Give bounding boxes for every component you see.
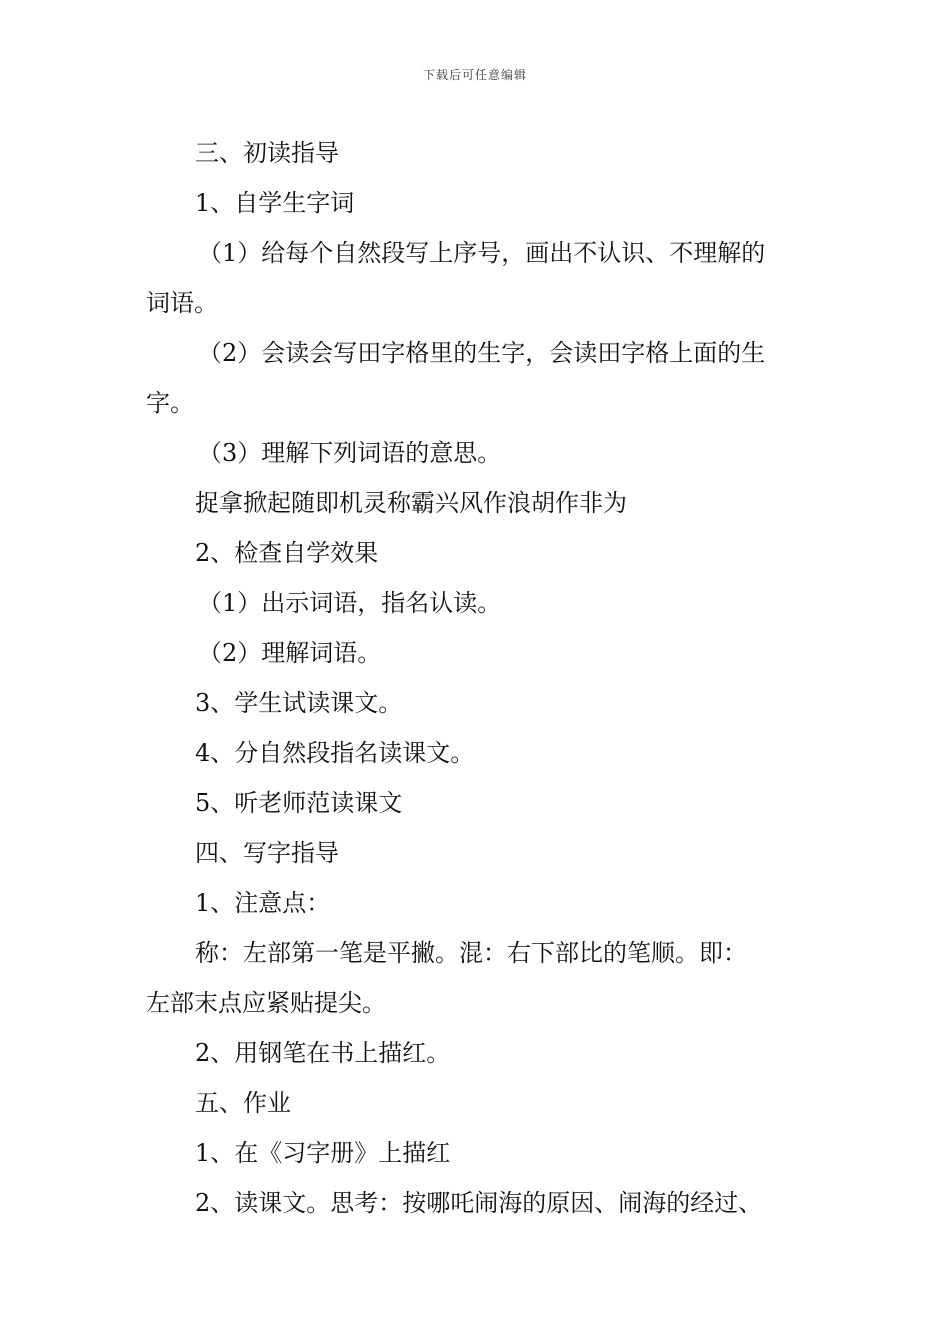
paragraph: 2、读课文。思考：按哪吒闹海的原因、闹海的经过、 — [195, 1189, 763, 1217]
section-heading-3: 三、初读指导 — [195, 139, 339, 167]
paragraph: 称：左部第一笔是平撇。混：右下部比的笔顺。即： — [195, 939, 747, 967]
paragraph: （2）理解词语。 — [198, 639, 382, 667]
paragraph: 2、检查自学效果 — [195, 539, 379, 567]
page-header: 下载后可任意编辑 — [422, 68, 527, 82]
section-heading-5: 五、作业 — [195, 1089, 291, 1117]
paragraph-continuation: 左部末点应紧贴提尖。 — [146, 989, 386, 1017]
paragraph-continuation: 词语。 — [146, 289, 218, 317]
paragraph: 4、分自然段指名读课文。 — [195, 739, 475, 767]
paragraph: 3、学生试读课文。 — [195, 689, 403, 717]
paragraph: 1、在《习字册》上描红 — [195, 1139, 451, 1167]
document-body — [146, 128, 810, 1228]
section-heading-4: 四、写字指导 — [195, 839, 339, 867]
paragraph: （3）理解下列词语的意思。 — [198, 439, 502, 467]
paragraph: 1、自学生字词 — [195, 189, 355, 217]
paragraph: 2、用钢笔在书上描红。 — [195, 1039, 451, 1067]
paragraph: （1）给每个自然段写上序号，画出不认识、不理解的 — [198, 239, 766, 267]
paragraph: （1）出示词语，指名认读。 — [198, 589, 502, 617]
paragraph: 5、听老师范读课文 — [195, 789, 403, 817]
paragraph: 1、注意点： — [195, 889, 331, 917]
paragraph: （2）会读会写田字格里的生字，会读田字格上面的生 — [198, 339, 766, 367]
vocabulary-list: 捉拿掀起随即机灵称霸兴风作浪胡作非为 — [195, 489, 627, 517]
paragraph-continuation: 字。 — [146, 389, 194, 417]
